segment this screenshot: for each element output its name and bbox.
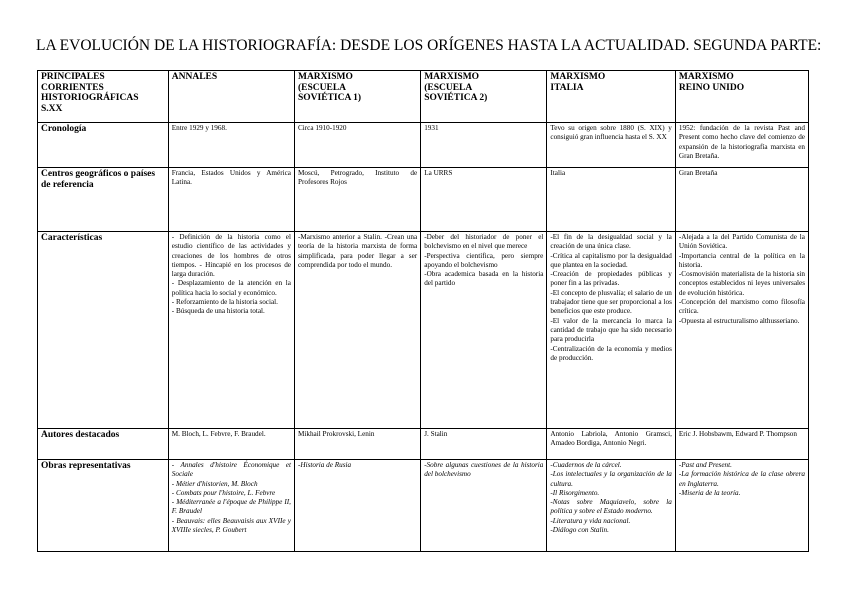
- cell-centros-annales: Francia, Estados Unidos y América Latina.: [168, 168, 294, 232]
- row-cronologia: [38, 123, 809, 168]
- cell-caracteristicas-annales: - Definición de la historia como el estudio científico de las actividades y creaciones de los hombres de otros tiempos. - Hincapié en los procesos de larga duración. - Desplazamiento de la atención en la política hacia lo social y económico. - Reforzamiento de la historia social. - Búsqueda de una historia total.: [168, 232, 294, 429]
- header-marxismo-reino-unido: MARXISMO REINO UNIDO: [675, 71, 808, 123]
- cell-obras-sovietica-1: -Historia de Rusia: [294, 460, 420, 552]
- header-marxismo-sovietica-1: MARXISMO (ESCUELA SOVIÉTICA 1): [294, 71, 420, 123]
- cell-autores-reino-unido: Eric J. Hobsbawm, Edward P. Thompson: [675, 429, 808, 460]
- cell-caracteristicas-reino-unido: -Alejada a la del Partido Comunista de la Unión Soviética. -Importancia central de la política en la historia. -Cosmovisión materialista de la historia sin conceptos establecidos ni leyes universales de evolución histórica. -Concepción del marxismo como filosofía crítica. -Opuesta al estructuralismo althusseriano.: [675, 232, 808, 429]
- cell-centros-reino-unido: Gran Bretaña: [675, 168, 808, 232]
- row-obras: [38, 460, 809, 552]
- cell-obras-sovietica-2: -Sobre algunas cuestiones de la historia del bolchevismo: [421, 460, 547, 552]
- cell-autores-sovietica-1: Mikhail Prokrovski, Lenin: [294, 429, 420, 460]
- row-autores: [38, 429, 809, 460]
- header-annales: ANNALES: [168, 71, 294, 123]
- header-marxismo-sovietica-2: MARXISMO (ESCUELA SOVIÉTICA 2): [421, 71, 547, 123]
- cell-centros-sovietica-2: La URRS: [421, 168, 547, 232]
- cell-caracteristicas-sovietica-2: -Deber del historiador de poner el bolchevismo en el nivel que merece -Perspectiva científica, pero siempre apoyando el bolchevismo -Obra academica basada en la historia del partido: [421, 232, 547, 429]
- header-row: [38, 71, 809, 123]
- cell-cronologia-sovietica-2: 1931: [421, 123, 547, 168]
- header-marxismo-italia: MARXISMO ITALIA: [547, 71, 676, 123]
- cell-cronologia-sovietica-1: Circa 1910-1920: [294, 123, 420, 168]
- cell-obras-annales: - Annales d'histoire Économique et Sociale - Métier d'historien, M. Bloch - Combats pour l'histoire, L. Febvre - Méditerranée a l'époque de Philippe II, F. Braudel - Beauvais: elles Beauvaisis aux XVIIe y XVIIIe siecles, P. Goubert: [168, 460, 294, 552]
- row-label-obras: Obras representativas: [38, 460, 169, 552]
- cell-cronologia-annales: Entre 1929 y 1968.: [168, 123, 294, 168]
- cell-autores-sovietica-2: J. Stalin: [421, 429, 547, 460]
- row-label-autores: Autores destacados: [38, 429, 169, 460]
- row-caracteristicas: [38, 232, 809, 429]
- historiography-table: [37, 70, 809, 552]
- row-label-caracteristicas: Características: [38, 232, 169, 429]
- cell-cronologia-reino-unido: 1952: fundación de la revista Past and Present como hecho clave del comienzo de expansión de la historiografía marxista en Gran Bretaña.: [675, 123, 808, 168]
- cell-caracteristicas-italia: -El fin de la desigualdad social y la creación de una única clase. -Crítica al capitalismo por la desigualdad que plantea en la sociedad. -Creación de propiedades públicas y poner fin a las privadas. -El concepto de plusvalía; el salario de un trabajador tiene que ser proporcional a los beneficios que este produce. -El valor de la mercancía lo marca la cantidad de trabajo que ha sido necesario para producirla -Centralización de la economía y medios de producción.: [547, 232, 676, 429]
- cell-centros-italia: Italia: [547, 168, 676, 232]
- cell-centros-sovietica-1: Moscú, Petrogrado, Instituto de Profesores Rojos: [294, 168, 420, 232]
- cell-autores-italia: Antonio Labriola, Antonio Gramsci, Amadeo Bordiga, Antonio Negri.: [547, 429, 676, 460]
- row-label-cronologia: Cronología: [38, 123, 169, 168]
- header-corrientes: PRINCIPALES CORRIENTES HISTORIOGRÁFICAS S.XX: [38, 71, 169, 123]
- cell-cronologia-italia: Tevo su origen sobre 1880 (S. XIX) y consiguió gran influencia hasta el S. XX: [547, 123, 676, 168]
- cell-obras-italia: -Cuadernos de la cárcel. -Los intelectuales y la organización de la cultura. -Il Risorgimento. -Notas sobre Maquiavelo, sobre la política y sobre el Estado moderno. -Literatura y vida nacional. -Diálogo con Stalin.: [547, 460, 676, 552]
- row-label-centros: Centros geográficos o países de referencia: [38, 168, 169, 232]
- cell-autores-annales: M. Bloch, L. Febvre, F. Braudel.: [168, 429, 294, 460]
- page-title: LA EVOLUCIÓN DE LA HISTORIOGRAFÍA: DESDE LOS ORÍGENES HASTA LA ACTUALIDAD. SEGUNDA PARTE:: [36, 37, 822, 54]
- cell-caracteristicas-sovietica-1: -Marxismo anterior a Stalin. -Crean una teoría de la historia marxista de forma simplificada, para poder llegar a ser comprendida por todo el mundo.: [294, 232, 420, 429]
- cell-obras-reino-unido: -Past and Present. -La formación histórica de la clase obrera en Inglaterra. -Miseria de la teoría.: [675, 460, 808, 552]
- row-centros: [38, 168, 809, 232]
